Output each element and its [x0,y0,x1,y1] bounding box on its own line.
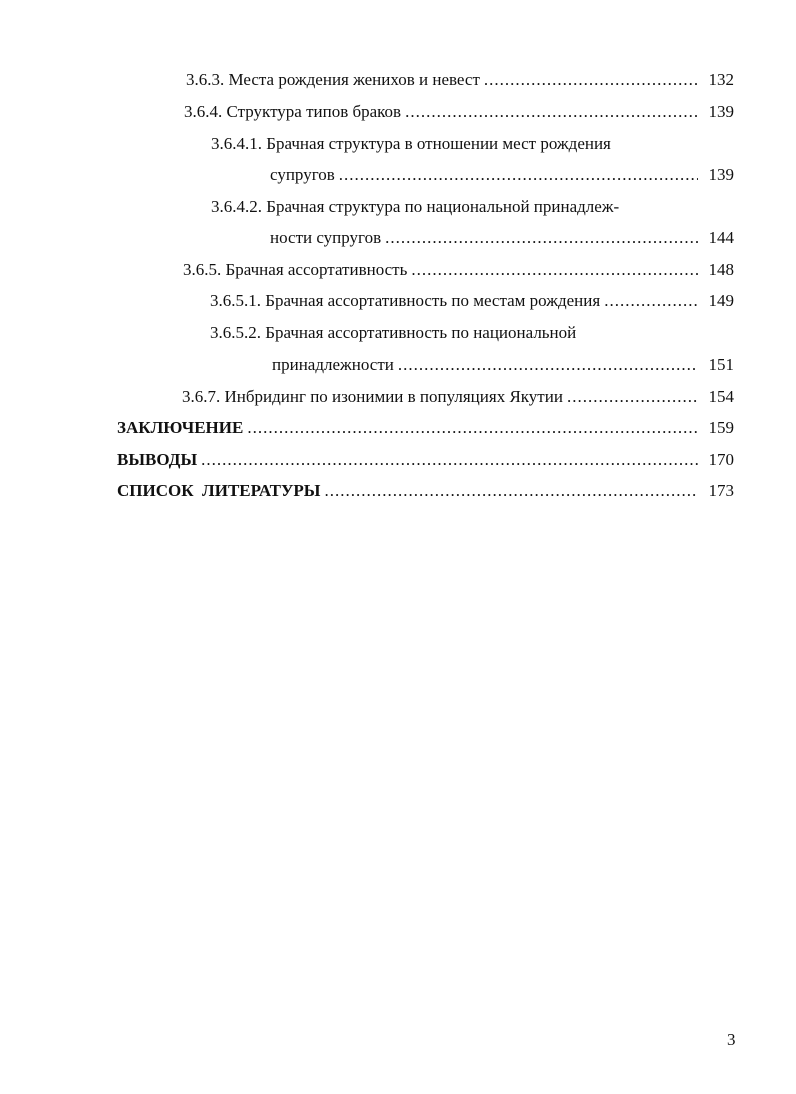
toc-entry-title: ности супругов [270,228,382,247]
dot-leader [339,165,698,185]
toc-page-number: 139 [708,165,734,184]
toc-page-number: 139 [708,102,734,121]
toc-entry [184,102,734,124]
toc-entry [211,134,734,156]
toc-page-number: 151 [708,355,734,374]
toc-entry [182,387,734,409]
toc-entry-title: 3.6.5.1. Брачная ассортативность по местам рождения [210,291,601,310]
toc-entry [183,260,734,282]
dot-leader [398,355,698,375]
page-number: 3 [727,1030,736,1049]
toc-entry-title: 3.6.4.1. Брачная структура в отношении мест рождения [211,134,611,153]
toc-entry [270,165,734,187]
toc-entry-title: СПИСОК ЛИТЕРАТУРЫ [117,481,321,500]
toc-page-number: 144 [708,228,734,247]
toc-entry-title: 3.6.4. Структура типов браков [184,102,402,121]
toc-entry [117,450,734,472]
toc-page-number: 154 [708,387,734,406]
toc-entry [210,323,734,345]
toc-entry-title: принадлежности [272,355,394,374]
toc-entry-title: 3.6.5. Брачная ассортативность [183,260,408,279]
dot-leader [201,450,698,470]
dot-leader [405,102,698,122]
toc-entry-title: 3.6.7. Инбридинг по изонимии в популяциях Якутии [182,387,563,406]
toc-entry-title: 3.6.3. Места рождения женихов и невест [186,70,480,89]
toc-page-number: 148 [708,260,734,279]
toc-entry-title: супругов [270,165,335,184]
toc-page-number: 149 [708,291,734,310]
toc-entry-title: 3.6.4.2. Брачная структура по национальной принадлеж- [211,197,620,216]
dot-leader [604,291,698,311]
toc-entry [186,70,734,92]
dot-leader [385,228,698,248]
dot-leader [567,387,698,407]
toc-page-number: 159 [708,418,734,437]
toc-page-number: 173 [708,481,734,500]
toc-entry [117,418,734,440]
toc-entry-title: 3.6.5.2. Брачная ассортативность по национальной [210,323,577,342]
dot-leader [325,481,698,501]
toc-page-number: 170 [708,450,734,469]
toc-entry-title: ЗАКЛЮЧЕНИЕ [117,418,244,437]
dot-leader [411,260,698,280]
toc-entry [117,481,734,503]
toc-entry [210,291,734,313]
toc-entry [270,228,734,250]
toc-entry-title: ВЫВОДЫ [117,450,198,469]
toc-page-number: 132 [708,70,734,89]
dot-leader [247,418,698,438]
toc-entry [272,355,734,377]
dot-leader [484,70,698,90]
toc-entry [211,197,734,219]
